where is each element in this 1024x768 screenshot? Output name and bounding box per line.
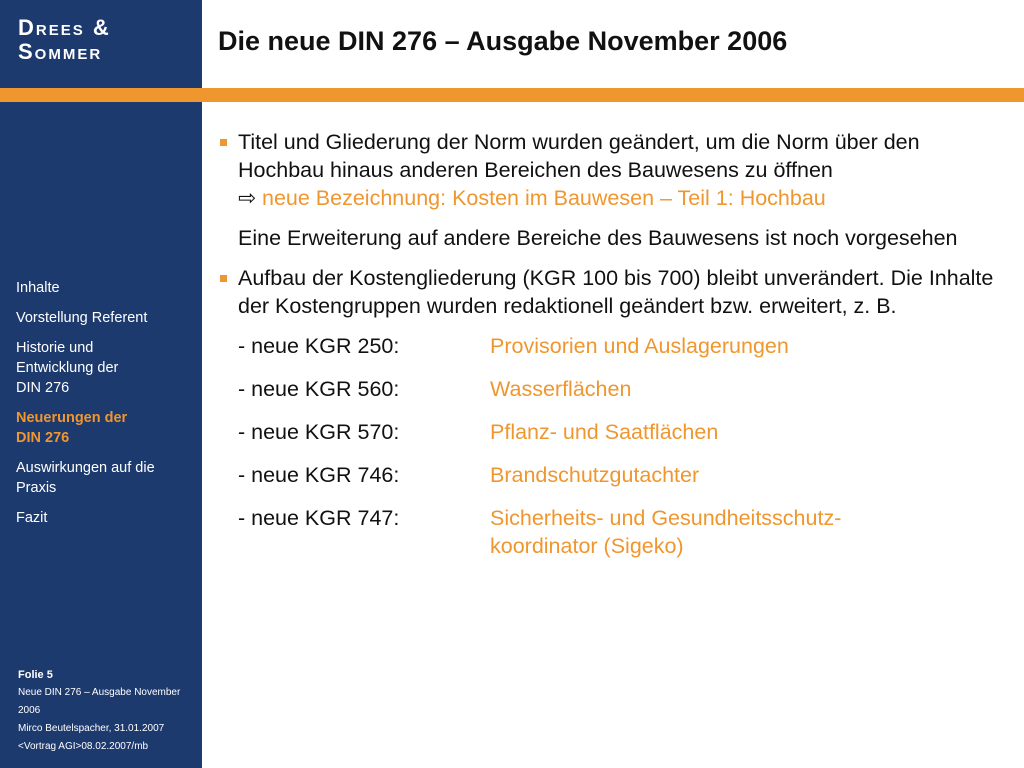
- bullet-item: [218, 128, 1008, 212]
- footer-line-1: Neue DIN 276 – Ausgabe November 2006: [18, 687, 181, 716]
- bullet-item: [218, 264, 1008, 320]
- paragraph: Eine Erweiterung auf andere Bereiche des Bauwesens ist noch vorgesehen: [238, 226, 958, 250]
- kgr-row: [218, 461, 1008, 489]
- kgr-label: - neue KGR 747:: [238, 506, 400, 530]
- bullet-square-icon: [220, 275, 227, 282]
- sidebar-item-neuerungen[interactable]: Neuerungen der DIN 276: [16, 410, 128, 446]
- slide-number: Folie 5: [18, 669, 53, 681]
- sidebar-divider: [0, 88, 202, 102]
- kgr-label: - neue KGR 570:: [238, 420, 400, 444]
- page-title: Die neue DIN 276 – Ausgabe November 2006: [218, 26, 788, 56]
- bullet-highlight: neue Bezeichnung: Kosten im Bauwesen – Teil 1: Hochbau: [262, 186, 826, 210]
- kgr-description: Pflanz- und Saatflächen: [490, 420, 719, 444]
- kgr-description: Sicherheits- und Gesundheitsschutz-koordinator (Sigeko): [490, 506, 842, 558]
- sidebar-item-vorstellung-referent[interactable]: Vorstellung Referent: [16, 310, 148, 326]
- kgr-label: - neue KGR 746:: [238, 463, 400, 487]
- slide-content: [218, 128, 1008, 575]
- kgr-label: - neue KGR 560:: [238, 377, 400, 401]
- bullet-square-icon: [220, 139, 227, 146]
- kgr-description: Wasserflächen: [490, 377, 632, 401]
- footer-line-3: <Vortrag AGI>08.02.2007/mb: [18, 741, 149, 752]
- kgr-description: Brandschutzgutachter: [490, 463, 700, 487]
- sidebar-item-auswirkungen[interactable]: Auswirkungen auf die Praxis: [16, 460, 155, 496]
- company-logo: [18, 16, 111, 64]
- sidebar-item-fazit[interactable]: Fazit: [16, 510, 48, 526]
- sidebar-item-inhalte[interactable]: Inhalte: [16, 280, 60, 296]
- slide-footer: [18, 666, 200, 756]
- arrow-right-icon: ⇨: [238, 186, 257, 210]
- sidebar: [0, 0, 202, 768]
- kgr-description: Provisorien und Auslagerungen: [490, 334, 789, 358]
- bullet-text: Aufbau der Kostengliederung (KGR 100 bis 700) bleibt unverändert. Die Inhalte der Kostengruppen wurden redaktionell geändert bzw. erweitert, z. B.: [238, 266, 994, 318]
- footer-line-2: Mirco Beutelspacher, 31.01.2007: [18, 723, 165, 734]
- sidebar-item-historie[interactable]: Historie und Entwicklung der DIN 276: [16, 340, 119, 396]
- bullet-text: Titel und Gliederung der Norm wurden geändert, um die Norm über den Hochbau hinaus anderen Bereichen des Bauwesens zu öffnen: [238, 130, 920, 182]
- logo-line-2: Sommer: [18, 39, 103, 64]
- sidebar-nav: [16, 278, 196, 538]
- kgr-row: [218, 418, 1008, 446]
- kgr-row: [218, 332, 1008, 360]
- kgr-row: [218, 375, 1008, 403]
- logo-line-1: Drees &: [18, 15, 111, 40]
- kgr-label: - neue KGR 250:: [238, 334, 400, 358]
- kgr-row: [218, 504, 1008, 560]
